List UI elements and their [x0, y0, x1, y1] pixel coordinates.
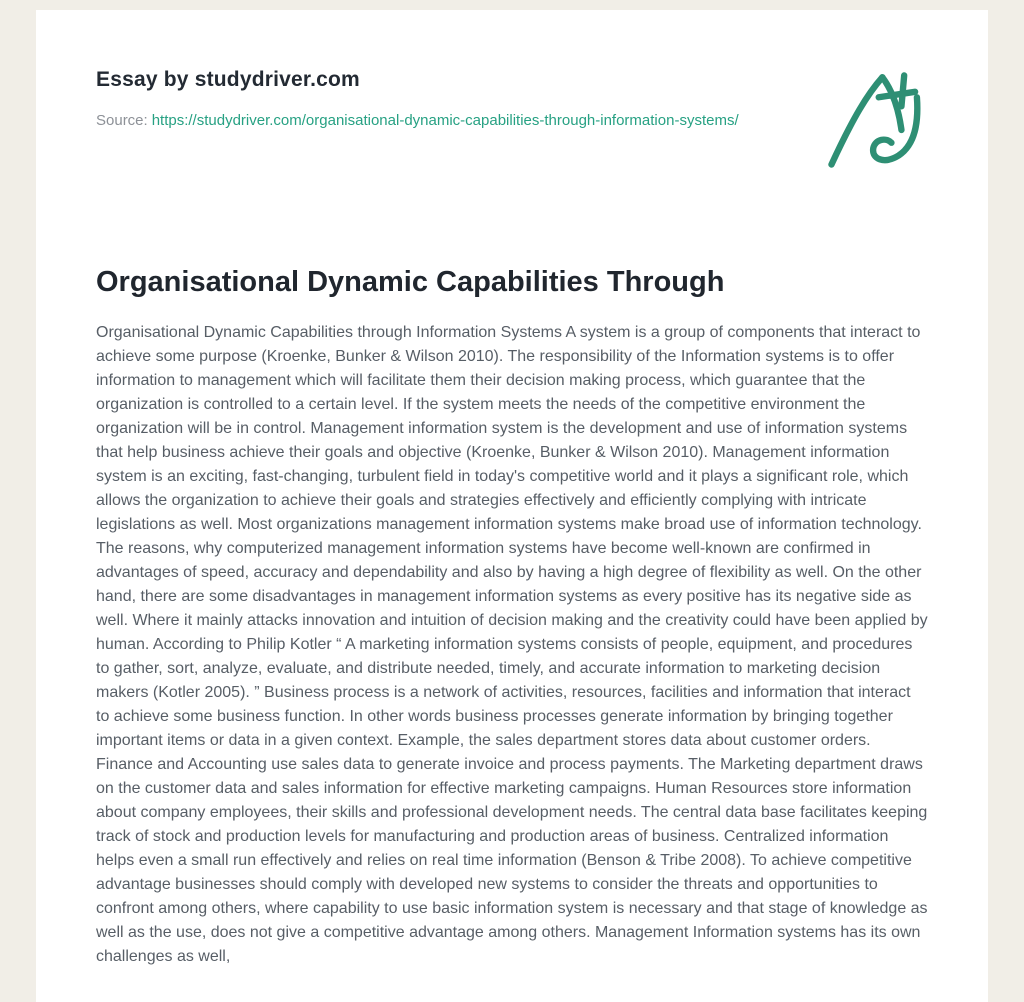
essay-card	[36, 10, 988, 1002]
source-line	[96, 109, 739, 133]
source-label: Source:	[96, 112, 148, 129]
header-text-block	[96, 68, 739, 133]
essay-title: Organisational Dynamic Capabilities Through	[96, 266, 725, 298]
source-link[interactable]: https://studydriver.com/organisational-dynamic-capabilities-through-information-systems/	[151, 112, 739, 129]
site-heading: Essay by studydriver.com	[96, 68, 360, 91]
studydriver-logo-icon[interactable]	[826, 70, 926, 170]
essay-body-text: Organisational Dynamic Capabilities through Information Systems A system is a group of components that interact to achieve some purpose (Kroenke, Bunker & Wilson 2010). The responsibility of the Information systems is to offer information to management which will facilitate them their decision making process, which guarantee that the organization is controlled to a certain level. If the system meets the needs of the competitive environment the organization will be in control. Management information system is the development and use of information systems that help business achieve their goals and objective (Kroenke, Bunker & Wilson 2010). Management information system is an exciting, fast-changing, turbulent field in today's competitive world and it plays a significant role, which allows the organization to achieve their goals and strategies effectively and efficiently complying with intricate legislations as well. Most organizations management information systems make broad use of information technology. The reasons, why computerized management information systems have become well-known are confirmed in advantages of speed, accuracy and dependability and also by having a high degree of flexibility as well. On the other hand, there are some disadvantages in management information systems as every positive has its negative side as well. Where it mainly attacks innovation and intuition of decision making and the creativity could have been applied by human. According to Philip Kotler “ A marketing information systems consists of people, equipment, and procedures to gather, sort, analyze, evaluate, and distribute needed, timely, and accurate information to marketing decision makers (Kotler 2005). ” Business process is a network of activities, resources, facilities and information that interact to achieve some business function. In other words business processes generate information by bringing together important items or data in a given context. Example, the sales department stores data about customer orders. Finance and Accounting use sales data to generate invoice and process payments. The Marketing department draws on the customer data and sales information for effective marketing campaigns. Human Resources store information about company employees, their skills and professional development needs. The central data base facilitates keeping track of stock and production levels for manufacturing and production areas of business. Centralized information helps even a small run effectively and relies on real time information (Benson & Tribe 2008). To achieve competitive advantage businesses should comply with developed new systems to consider the threats and opportunities to confront among others, where capability to use basic information system is necessary and that stage of knowledge as well as the use, does not give a competitive advantage among others. Management Information systems has its own challenges as well,	[96, 324, 928, 965]
card-header	[96, 68, 928, 170]
